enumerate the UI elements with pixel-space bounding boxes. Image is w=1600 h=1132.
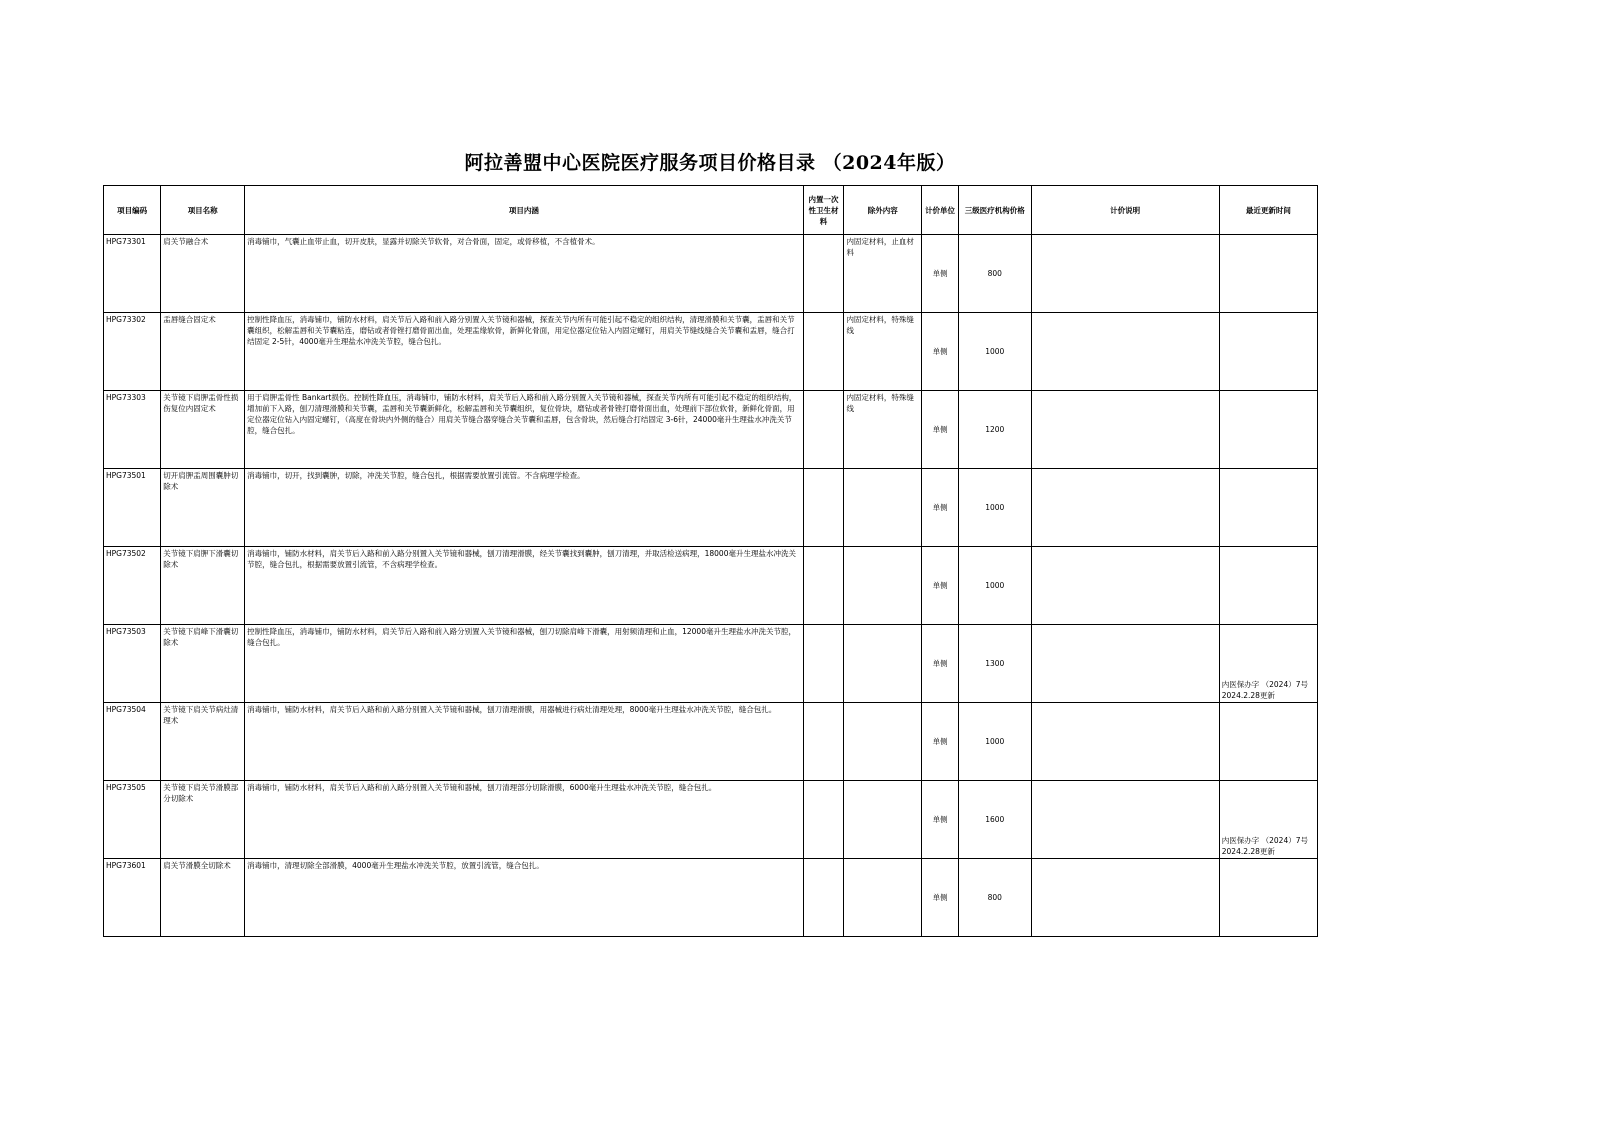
item-note bbox=[1031, 547, 1219, 625]
item-consumable bbox=[803, 313, 844, 391]
item-content: 消毒铺巾，清理切除全部滑膜，4000毫升生理盐水冲洗关节腔，放置引流管，缝合包扎。 bbox=[245, 859, 803, 937]
item-code: HPG73302 bbox=[104, 313, 161, 391]
item-price: 800 bbox=[958, 235, 1031, 313]
item-consumable bbox=[803, 391, 844, 469]
header-updated: 最近更新时间 bbox=[1219, 186, 1317, 235]
item-note bbox=[1031, 625, 1219, 703]
item-consumable bbox=[803, 469, 844, 547]
item-code: HPG73601 bbox=[104, 859, 161, 937]
header-code: 项目编码 bbox=[104, 186, 161, 235]
table-row bbox=[104, 235, 1318, 313]
item-consumable bbox=[803, 781, 844, 859]
item-price: 1000 bbox=[958, 547, 1031, 625]
item-note bbox=[1031, 313, 1219, 391]
item-content: 消毒铺巾，气囊止血带止血，切开皮肤，显露并切除关节软骨，对合骨面，固定，或骨移植，不含植骨术。 bbox=[245, 235, 803, 313]
item-consumable bbox=[803, 625, 844, 703]
item-unit: 单侧 bbox=[922, 859, 959, 937]
item-updated bbox=[1219, 547, 1317, 625]
item-unit: 单侧 bbox=[922, 547, 959, 625]
item-price: 1000 bbox=[958, 703, 1031, 781]
item-unit: 单侧 bbox=[922, 391, 959, 469]
item-consumable bbox=[803, 859, 844, 937]
item-name: 关节镜下肩胛下滑囊切除术 bbox=[161, 547, 245, 625]
item-exclusion bbox=[844, 625, 922, 703]
item-note bbox=[1031, 391, 1219, 469]
item-updated: 内医保办字 （2024）7号 2024.2.28更新 bbox=[1219, 625, 1317, 703]
item-note bbox=[1031, 859, 1219, 937]
table-row bbox=[104, 859, 1318, 937]
item-name: 关节镜下肩胛盂骨性损伤复位内固定术 bbox=[161, 391, 245, 469]
item-content: 用于肩胛盂骨性 Bankart损伤。控制性降血压，消毒铺巾，铺防水材料，肩关节后入路和前入路分别置入关节镜和器械，探查关节内所有可能引起不稳定的组织结构，增加前下入路，刨刀清理滑膜和关节囊，盂唇和关节囊新鲜化，松解盂唇和关节囊组织，复位骨块，磨钻或者骨锉打磨骨面出血，处理前下部位软骨，新鲜化骨面，用定位器定位钻入内固定螺钉，（高度在骨块内外侧的缝合）用肩关节缝合器穿缝合关节囊和盂唇，包含骨块，然后缝合打结固定 3-6针，24000毫升生理盐水冲洗关节腔，缝合包扎。 bbox=[245, 391, 803, 469]
item-exclusion bbox=[844, 703, 922, 781]
item-unit: 单侧 bbox=[922, 625, 959, 703]
item-consumable bbox=[803, 235, 844, 313]
item-content: 控制性降血压，消毒铺巾，铺防水材料，肩关节后入路和前入路分别置入关节镜和器械，刨刀切除肩峰下滑囊，用射频清理和止血，12000毫升生理盐水冲洗关节腔，缝合包扎。 bbox=[245, 625, 803, 703]
table-row bbox=[104, 391, 1318, 469]
item-updated bbox=[1219, 859, 1317, 937]
item-consumable bbox=[803, 547, 844, 625]
item-exclusion bbox=[844, 547, 922, 625]
item-updated: 内医保办字 （2024）7号 2024.2.28更新 bbox=[1219, 781, 1317, 859]
item-exclusion bbox=[844, 781, 922, 859]
item-code: HPG73501 bbox=[104, 469, 161, 547]
item-content: 消毒铺巾，切开，找到囊肿，切除，冲洗关节腔，缝合包扎，根据需要放置引流管。不含病理学检查。 bbox=[245, 469, 803, 547]
price-table bbox=[103, 185, 1318, 937]
item-unit: 单侧 bbox=[922, 313, 959, 391]
header-price: 三级医疗机构价格 bbox=[958, 186, 1031, 235]
item-content: 消毒铺巾，铺防水材料，肩关节后入路和前入路分别置入关节镜和器械，刨刀清理滑膜，用器械进行病灶清理处理，8000毫升生理盐水冲洗关节腔，缝合包扎。 bbox=[245, 703, 803, 781]
item-content: 消毒铺巾，铺防水材料，肩关节后入路和前入路分别置入关节镜和器械，刨刀清理滑膜，经关节囊找到囊肿，刨刀清理，并取活检送病理，18000毫升生理盐水冲洗关节腔，缝合包扎，根据需要放置引流管，不含病理学检查。 bbox=[245, 547, 803, 625]
item-note bbox=[1031, 469, 1219, 547]
table-row bbox=[104, 313, 1318, 391]
item-price: 1600 bbox=[958, 781, 1031, 859]
page-title: 阿拉善盟中心医院医疗服务项目价格目录 （2024年版） bbox=[464, 152, 956, 174]
item-code: HPG73301 bbox=[104, 235, 161, 313]
item-code: HPG73505 bbox=[104, 781, 161, 859]
header-exclusion: 除外内容 bbox=[844, 186, 922, 235]
item-code: HPG73503 bbox=[104, 625, 161, 703]
item-name: 盂唇缝合固定术 bbox=[161, 313, 245, 391]
item-price: 1300 bbox=[958, 625, 1031, 703]
header-note: 计价说明 bbox=[1031, 186, 1219, 235]
item-consumable bbox=[803, 703, 844, 781]
header-consumable: 内置一次性卫生材料 bbox=[803, 186, 844, 235]
item-note bbox=[1031, 703, 1219, 781]
table-row bbox=[104, 547, 1318, 625]
item-updated bbox=[1219, 703, 1317, 781]
item-name: 切开肩胛盂周围囊肿切除术 bbox=[161, 469, 245, 547]
item-code: HPG73502 bbox=[104, 547, 161, 625]
table-body bbox=[104, 235, 1318, 937]
item-name: 关节镜下肩峰下滑囊切除术 bbox=[161, 625, 245, 703]
item-name: 关节镜下肩关节滑膜部分切除术 bbox=[161, 781, 245, 859]
header-row bbox=[104, 186, 1318, 235]
item-code: HPG73303 bbox=[104, 391, 161, 469]
item-exclusion bbox=[844, 469, 922, 547]
item-content: 消毒铺巾，铺防水材料，肩关节后入路和前入路分别置入关节镜和器械，刨刀清理部分切除滑膜，6000毫升生理盐水冲洗关节腔，缝合包扎。 bbox=[245, 781, 803, 859]
item-exclusion: 内固定材料，止血材料 bbox=[844, 235, 922, 313]
table-row bbox=[104, 469, 1318, 547]
item-updated bbox=[1219, 313, 1317, 391]
header-name: 项目名称 bbox=[161, 186, 245, 235]
item-name: 关节镜下肩关节病灶清理术 bbox=[161, 703, 245, 781]
item-price: 1000 bbox=[958, 313, 1031, 391]
table-row bbox=[104, 703, 1318, 781]
item-name: 肩关节融合术 bbox=[161, 235, 245, 313]
item-updated bbox=[1219, 235, 1317, 313]
header-content: 项目内涵 bbox=[245, 186, 803, 235]
item-exclusion: 内固定材料，特殊缝线 bbox=[844, 313, 922, 391]
item-updated bbox=[1219, 469, 1317, 547]
table-row bbox=[104, 781, 1318, 859]
item-unit: 单侧 bbox=[922, 469, 959, 547]
item-unit: 单侧 bbox=[922, 235, 959, 313]
item-price: 1200 bbox=[958, 391, 1031, 469]
table-row bbox=[104, 625, 1318, 703]
item-unit: 单侧 bbox=[922, 781, 959, 859]
item-unit: 单侧 bbox=[922, 703, 959, 781]
item-exclusion: 内固定材料，特殊缝线 bbox=[844, 391, 922, 469]
item-updated bbox=[1219, 391, 1317, 469]
item-price: 1000 bbox=[958, 469, 1031, 547]
item-note bbox=[1031, 235, 1219, 313]
item-content: 控制性降血压，消毒铺巾，铺防水材料，肩关节后入路和前入路分别置入关节镜和器械，探查关节内所有可能引起不稳定的组织结构，清理滑膜和关节囊，盂唇和关节囊组织，松解盂唇和关节囊粘连，磨钻或者骨锉打磨骨面出血，处理盂缘软骨，新鲜化骨面，用定位器定位钻入内固定螺钉，用肩关节缝线缝合关节囊和盂唇，缝合打结固定 2-5针，4000毫升生理盐水冲洗关节腔，缝合包扎。 bbox=[245, 313, 803, 391]
item-note bbox=[1031, 781, 1219, 859]
item-code: HPG73504 bbox=[104, 703, 161, 781]
header-unit: 计价单位 bbox=[922, 186, 959, 235]
item-name: 肩关节滑膜全切除术 bbox=[161, 859, 245, 937]
item-price: 800 bbox=[958, 859, 1031, 937]
item-exclusion bbox=[844, 859, 922, 937]
